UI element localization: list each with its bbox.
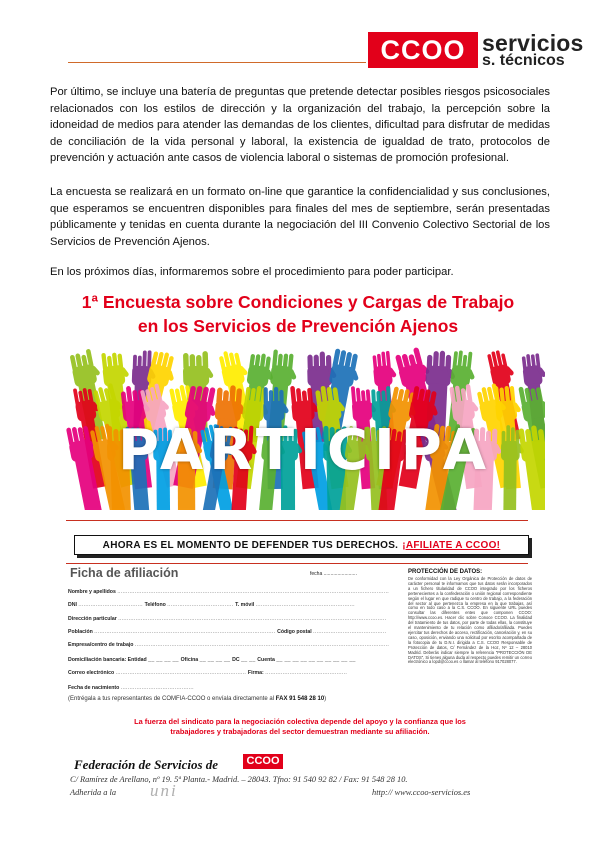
participa-overlay-text: PARTICIPA: [117, 418, 493, 483]
slogan-line-1: La fuerza del sindicato para la negociación colectiva depende del apoyo y la confianza que los: [134, 717, 466, 726]
data-protection-title: PROTECCIÓN DE DATOS:: [408, 569, 483, 575]
email-signature-row[interactable]: Correo electrónico ........................................................................... Firma: ...............................................: [68, 670, 348, 676]
name-field[interactable]: Nombre y apellidos ............................................................................................................................................................: [68, 589, 389, 595]
federation-name: Federación de Servicios de: [74, 757, 219, 772]
data-protection-body: De conformidad con la Ley Orgánica de Protección de datos de carácter personal te informamos que tus datos serán incorporados a un fichero titularidad de CCOO integrado por los ficheros pertenecientes a la confederación o unión regional correspondiente según el lugar en que radique tu centro de trabajo, a la federación del sector al que pertenezca la empresa en la que trabajas, así como en todo caso a la C.S. CCOO. En siguiente URL puedes consultar las diferentes entes que componen CCOO: http://www.ccoo.es. Hacer clic sobre Conoce CCOO. La finalidad del tratamiento de tus datos, por parte de todas ellas, la constituye el mantenimiento de tu relación como afiliado/afiliada. Puedes ejercitar tus derechos de acceso, rectificación, cancelación y, en su caso, oposición, enviando una solicitud por escrito acompañada de la fotocopia de tu D.N.I. dirigida a C.S. CCOO Responsable de Protección de datos, C/ Fernández de la Hoz, Nº 12 – 28010 Madrid. Deberás indicar siempre la referencia “PROTECCIÓN DE DATOS”. Si tienes alguna duda al respecto puedes remitir un correo electrónico a lopd@ccoo.es o llamar al teléfono 917028077.: [408, 576, 532, 665]
signature-label: Firma:: [247, 670, 264, 676]
brand-line-2: s. técnicos: [482, 52, 565, 69]
brand-line-1: servicios: [482, 30, 584, 56]
name-label: Nombre y apellidos: [68, 589, 116, 595]
phone-label: Teléfono: [144, 602, 166, 608]
cta-text: AHORA ES EL MOMENTO DE DEFENDER TUS DERECHOS.: [102, 539, 399, 551]
banner-title-line-1: 1ª Encuesta sobre Condiciones y Cargas de Trabajo: [81, 292, 515, 312]
union-slogan: [80, 717, 520, 737]
birthdate-field[interactable]: Fecha de nacimiento ..........................................: [68, 685, 194, 691]
delivery-note: [68, 696, 326, 702]
city-label: Población: [68, 629, 93, 635]
form-title: Ficha de afiliación: [70, 566, 179, 580]
ccoo-logo: [368, 32, 478, 68]
body-paragraph-3: En los próximos días, informaremos sobre el procedimiento para poder participar.: [50, 266, 454, 278]
header-rule: [68, 62, 366, 63]
delivery-note-close: ): [324, 696, 327, 702]
bank-entity-label: Domiciliación bancaria: Entidad: [68, 657, 147, 663]
dni-label: DNI: [68, 602, 77, 608]
delivery-note-text: (Entrégala a tus representantes de COMFIA-CCOO o envíala directamente al: [68, 696, 275, 702]
join-ccoo-link[interactable]: ¡AFILIATE A CCOO!: [402, 539, 501, 551]
bank-row[interactable]: Domiciliación bancaria: Entidad __ __ __ __ Oficina __ __ __ __ DC __ __ Cuenta __ __ __ __ __ __ __ __ __ __: [68, 657, 356, 663]
date-field[interactable]: fecha ........................: [310, 571, 357, 577]
company-label: Empresa/centro de trabajo: [68, 642, 134, 648]
email-label: Correo electrónico: [68, 670, 115, 676]
body-paragraph-2: La encuesta se realizará en un formato on-line que garantice la confidencialidad y sus conclusiones, que esperamos se encuentren disponibles para finales del mes de septiembre, serán presentadas públicamente y tenidas en cuenta durante la negociación del III Convenio Colectivo Sectorial de los Servicios de Prevención Ajenos.: [50, 186, 550, 248]
federation-ccoo-logo: CCOO: [243, 754, 283, 769]
ccoo-logo-text: CCOO: [380, 34, 466, 65]
uni-logo: uni: [150, 781, 178, 800]
postcode-label: Código postal: [277, 629, 312, 635]
bank-dc-label: DC: [232, 657, 240, 663]
body-paragraph-1: Por último, se incluye una batería de preguntas que pretende detectar posibles riesgos psicosociales relacionados con los estilos de dirección y la organización del trabajo, la percepción sobre la idoneidad de medios para atender las demandas de los clientes, dificultad para disfrutar de medidas de conciliación de la vida personal y laboral, la existencia de igualdad de trato, protocolos de prevención y actuación ante casos de violencia laboral o sistemas de promoción profesional.: [50, 86, 551, 165]
bank-office-label: Oficina: [180, 657, 199, 663]
footer-website[interactable]: http:// www.ccoo-servicios.es: [372, 788, 471, 797]
company-field[interactable]: Empresa/centro de trabajo ..................................................................................................................................................: [68, 642, 390, 648]
data-protection-notice: [408, 569, 532, 665]
birthdate-label: Fecha de nacimiento: [68, 685, 120, 691]
fax-number: FAX 91 548 28 10: [275, 696, 325, 702]
mobile-label: T. móvil: [235, 602, 255, 608]
cta-box: [74, 535, 529, 555]
dni-phone-row[interactable]: DNI ..................................... Teléfono ...................................... T. móvil .........................................................: [68, 602, 355, 608]
footer-adherida: Adherida a la: [70, 788, 117, 797]
city-postcode-row[interactable]: Población ........................................................................................................ Código postal ..........................................: [68, 629, 387, 635]
address-field[interactable]: Dirección particular ..........................................................................................................................................................: [68, 616, 387, 622]
form-mid-rule: [66, 563, 528, 564]
form-top-rule: [66, 520, 528, 521]
address-label: Dirección particular: [68, 616, 117, 622]
footer-address: C/ Ramírez de Arellano, nº 19. 5ª Planta.- Madrid. – 28043. Tfno: 91 540 92 82 / Fax: 91 548 28 10.: [70, 775, 408, 784]
banner-title-line-2: en los Servicios de Prevención Ajenos: [137, 316, 459, 336]
bank-account-label: Cuenta: [257, 657, 275, 663]
slogan-line-2: trabajadores y trabajadoras del sector demuestran mediante su afiliación.: [170, 727, 430, 736]
